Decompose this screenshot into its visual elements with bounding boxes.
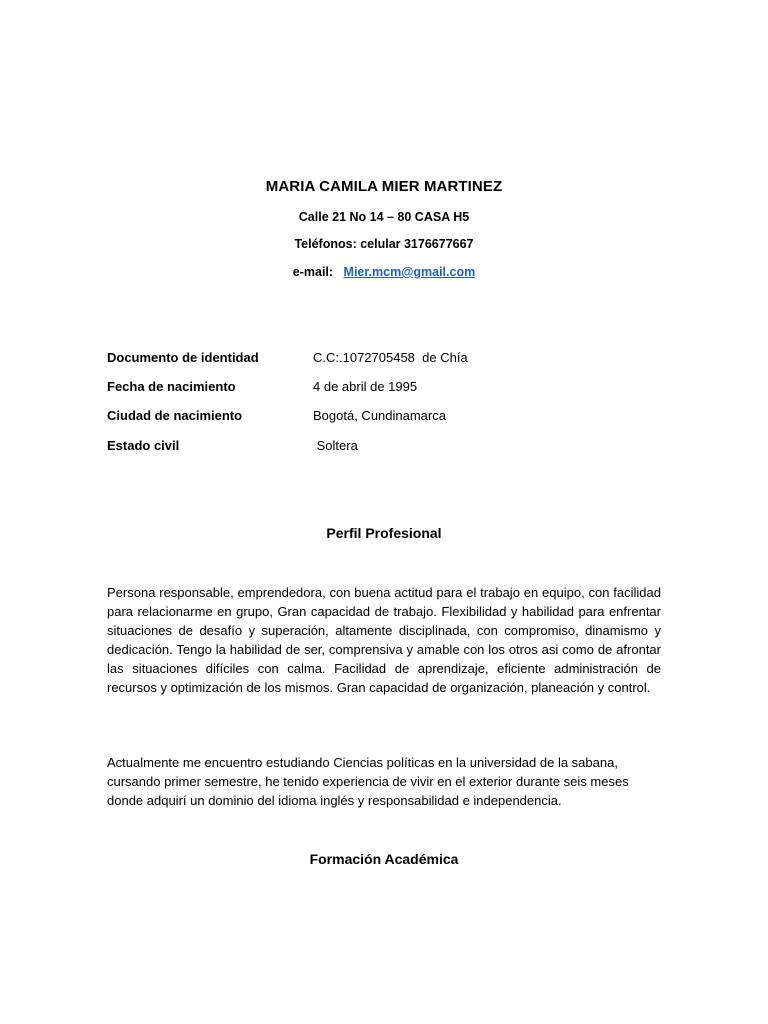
info-value: 4 de abril de 1995 — [313, 379, 418, 394]
profile-heading: Perfil Profesional — [326, 525, 442, 541]
info-label: Ciudad de nacimiento — [107, 408, 243, 423]
studies-paragraph: Actualmente me encuentro estudiando Ciencias políticas en la universidad de la sabana, cursando primer semestre, he tenido experiencia de vivir en el exterior durante seis meses donde adquirí un dominio del idioma inglés y responsabilidad e independencia. — [107, 755, 629, 808]
address: Calle 21 No 14 – 80 CASA H5 — [298, 210, 470, 224]
phone-numbers: Teléfonos: celular 3176677667 — [294, 237, 474, 251]
email-label: e-mail: — [292, 265, 334, 279]
info-row-marital-status — [107, 438, 667, 456]
profile-paragraph: Persona responsable, emprendedora, con buena actitud para el trabajo en equipo, con facilidad para relacionarme en grupo, Gran capacidad de trabajo. Flexibilidad y habilidad para enfrentar situaciones de desafío y superación, altamente disciplinada, con compromiso, dinamismo y dedicación. Tengo la habilidad de ser, comprensiva y amable con los otros asi como de afrontar las situaciones difíciles con calma. Facilidad de aprendizaje, eficiente administración de recursos y optimización de los mismos. Gran capacidad de organización, planeación y control. — [107, 585, 661, 695]
info-row-birth-date — [107, 379, 667, 397]
candidate-name: MARIA CAMILA MIER MARTINEZ — [265, 178, 503, 195]
info-row-birth-city — [107, 408, 667, 426]
info-value: Soltera — [313, 438, 358, 453]
education-heading: Formación Académica — [309, 851, 459, 867]
email-line — [0, 265, 768, 279]
info-label: Fecha de nacimiento — [107, 379, 236, 394]
info-value: Bogotá, Cundinamarca — [313, 408, 446, 423]
info-label: Estado civil — [107, 438, 180, 453]
info-row-document — [107, 350, 667, 368]
info-value: C.C:.1072705458 de Chía — [313, 350, 468, 365]
info-label: Documento de identidad — [107, 350, 259, 365]
email-link[interactable]: Mier.mcm@gmail.com — [343, 265, 476, 279]
